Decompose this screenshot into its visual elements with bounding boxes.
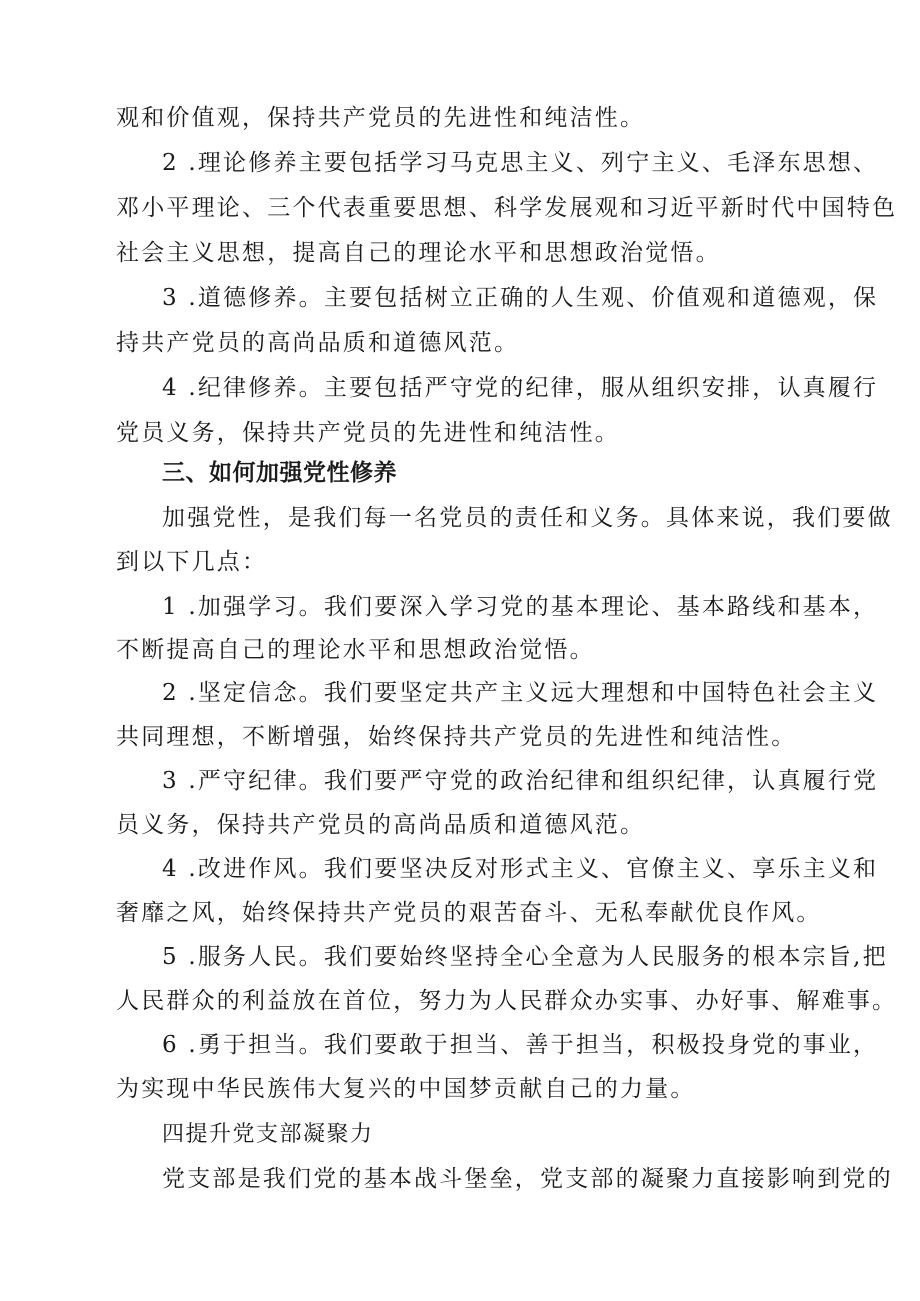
body-text-line: 人民群众的利益放在首位，努力为人民群众办实事、办好事、解难事。 — [116, 988, 898, 1014]
body-text-line: 不断提高自己的理论水平和思想政治觉悟。 — [116, 637, 595, 663]
list-item-4-line: 4 .改进作风。我们要坚决反对形式主义、官僚主义、享乐主义和 — [162, 856, 879, 882]
list-item-1-line: 1 .加强学习。我们要深入学习党的基本理论、基本路线和基本， — [162, 594, 879, 620]
list-item-2-line: 2 .坚定信念。我们要坚定共产主义远大理想和中国特色社会主义 — [162, 680, 879, 706]
body-text-line: 为实现中华民族伟大复兴的中国梦贡献自己的力量。 — [116, 1076, 696, 1102]
list-item-6-line: 6 .勇于担当。我们要敢于担当、善于担当，积极投身党的事业， — [162, 1032, 879, 1058]
list-item-5-line: 5 .服务人民。我们要始终坚持全心全意为人民服务的根本宗旨,把 — [162, 944, 888, 970]
body-text-line: 奢靡之风，始终保持共产党员的艰苦奋斗、无私奉献优良作风。 — [116, 900, 822, 926]
body-text-line: 持共产党员的高尚品质和道德风范。 — [116, 330, 520, 356]
body-text-line: 员义务，保持共产党员的高尚品质和道德风范。 — [116, 812, 646, 838]
body-text-line: 党员义务，保持共产党员的先进性和纯洁性。 — [116, 420, 620, 446]
body-text-line: 共同理想，不断增强，始终保持共产党员的先进性和纯洁性。 — [116, 724, 797, 750]
section-subheading: 四提升党支部凝聚力 — [162, 1122, 374, 1147]
body-text-line: 邓小平理论、三个代表重要思想、科学发展观和习近平新时代中国特色 — [116, 195, 898, 221]
list-item-3-line: 3 .道德修养。主要包括树立正确的人生观、价值观和道德观，保 — [162, 285, 879, 311]
list-item-2-line: 2 .理论修养主要包括学习马克思主义、列宁主义、毛泽东思想、 — [162, 150, 879, 176]
body-text-line: 加强党性，是我们每一名党员的责任和义务。具体来说，我们要做 — [162, 505, 893, 531]
list-item-4-line: 4 .纪律修养。主要包括严守党的纪律，服从组织安排，认真履行 — [162, 375, 879, 401]
body-text-line: 到以下几点： — [116, 549, 268, 575]
body-text-line: 观和价值观，保持共产党员的先进性和纯洁性。 — [116, 105, 646, 131]
list-item-3-line: 3 .严守纪律。我们要严守党的政治纪律和组织纪律，认真履行党 — [162, 768, 879, 794]
section-heading: 三、如何加强党性修养 — [162, 460, 397, 486]
body-text-line: 党支部是我们党的基本战斗堡垒，党支部的凝聚力直接影响到党的 — [162, 1166, 893, 1192]
body-text-line: 社会主义思想，提高自己的理论水平和思想政治觉悟。 — [116, 240, 721, 266]
